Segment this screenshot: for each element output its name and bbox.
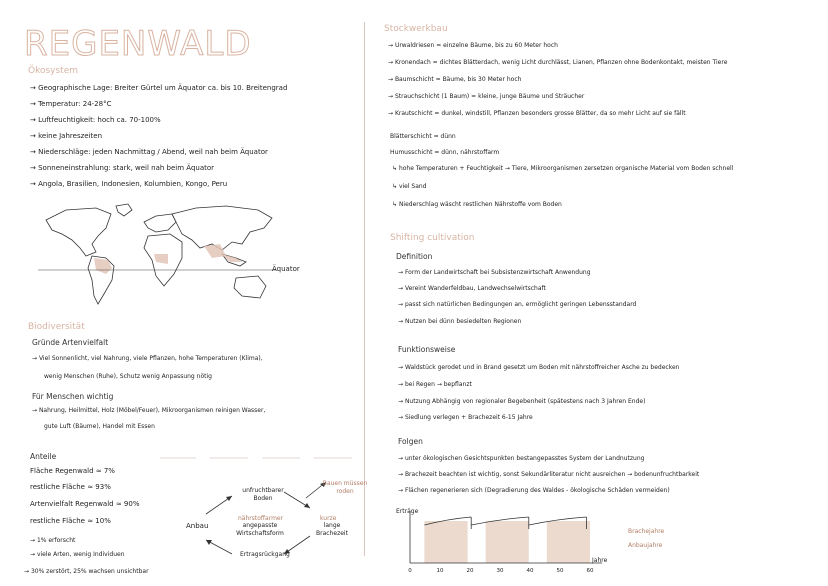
list-item: → keine Jahreszeiten (30, 132, 102, 140)
funktion-item: → Siedlung verlegen + Brachezeit 6-15 Jahre (398, 414, 533, 421)
funktion-item: → Nutzung Abhängig von regionaler Begebenheit (spätestens nach 3 Jahren Ende) (398, 398, 646, 405)
definition-title: Definition (396, 252, 433, 261)
cycle-top: unfruchtbarer Boden (242, 487, 284, 502)
aequator-label: Äquator (272, 265, 300, 273)
stockwerk-item: → Strauchschicht (1 Baum) = kleine, junge Bäume und Sträucher (388, 93, 585, 100)
cycle-left: Anbau (186, 522, 209, 530)
page-title: REGENWALD (24, 24, 252, 64)
oekosystem-heading: Ökosystem (28, 66, 79, 76)
folgen-item: → Brachezeit beachten ist wichtig, sonst Sekundärliteratur nicht ausreichen → bodenunfruchtbarkeit (398, 471, 700, 478)
definition-item: → passt sich natürlichen Bedingungen an, ermöglicht geringen Lebensstandard (398, 301, 637, 308)
funktion-item: → Waldstück gerodet und in Brand gesetzt um Boden mit nährstoffreicher Asche zu bedecken (398, 364, 680, 371)
chart-ylabel: Erträge (396, 508, 419, 515)
x-tick-label: 40 (526, 568, 534, 574)
stockwerk-item: → Urwaldriesen = einzelne Bäume, bis zu 60 Meter hoch (388, 42, 558, 49)
decorative-dashes (160, 455, 360, 461)
biodiversitaet-heading: Biodiversität (28, 322, 85, 332)
folgen-title: Folgen (398, 437, 423, 446)
humus-item: ↳ Niederschlag wäscht restlichen Nährstoffe vom Boden (392, 201, 562, 208)
cycle-right-red: kurze (320, 515, 337, 522)
list-item: → Angola, Brasilien, Indonesien, Kolumbien, Kongo, Peru (30, 180, 228, 188)
list-item: → Niederschläge: jeden Nachmittag / Abend, weil nah beim Äquator (30, 148, 268, 156)
list-item: → Temperatur: 24-28°C (30, 100, 112, 108)
anteile-line: restliche Fläche ≈ 93% (30, 483, 111, 491)
x-tick-label: 60 (586, 568, 594, 574)
legend-anbaujahre: Anbaujahre (628, 542, 663, 549)
funktion-item: → bei Regen → bepflanzt (398, 381, 472, 388)
brache-area (424, 521, 467, 563)
list-item: → Luftfeuchtigkeit: hoch ca. 70-100% (30, 116, 161, 124)
humusschicht: Humusschicht = dünn, nährstoffarm (390, 149, 500, 156)
menschen-line-1: → Nahrung, Heilmittel, Holz (Möbel/Feuer), Mikroorganismen reinigen Wasser, (32, 407, 266, 414)
definition-item: → Nutzen bei dünn besiedelten Regionen (398, 318, 522, 325)
stockwerk-item: → Kronendach = dichtes Blätterdach, wenig Licht durchlässt, Lianen, Pflanzen ohne Bodenkontakt, meisten Tiere (388, 59, 728, 66)
folgen-item: → Flächen regenerieren sich (Degradierung des Waldes - ökologische Schäden vermeiden) (398, 487, 670, 494)
list-item: → Sonneneinstrahlung: stark, weil nah beim Äquator (30, 164, 215, 172)
x-tick-label: 50 (556, 568, 564, 574)
ertrag-chart (380, 505, 630, 585)
x-tick-label: 0 (408, 568, 412, 574)
blaetterschicht: Blätterschicht = dünn (390, 133, 456, 140)
humus-item: ↳ viel Sand (392, 183, 427, 190)
funktion-title: Funktionsweise (398, 345, 456, 354)
x-tick-label: 10 (436, 568, 444, 574)
brache-area (486, 521, 529, 563)
stockwerk-item: → Krautschicht = dunkel, windstill, Pflanzen besonders grosse Blätter, da so mehr Licht auf sie fällt (388, 110, 686, 117)
list-item: → Geographische Lage: Breiter Gürtel um Äquator ca. bis 10. Breitengrad (30, 84, 288, 92)
gruende-line-1: → Viel Sonnenlicht, viel Nahrung, viele Pflanzen, hohe Temperaturen (Klima), (32, 355, 263, 362)
anteile-bullet: → viele Arten, wenig Individuen (30, 551, 125, 558)
legend-brachejahre: Brachejahre (628, 528, 665, 535)
column-divider (364, 22, 365, 556)
cycle-right: lange Brachezeit (316, 522, 348, 537)
anteile-footer: → 30% zerstört, 25% wachsen unsichtbar (24, 568, 149, 575)
cycle-mid: angepasste Wirtschaftsform (236, 522, 284, 537)
anteile-heading: Anteile (30, 452, 57, 461)
anteile-line: Artenvielfalt Regenwald ≈ 90% (30, 500, 140, 508)
cycle-bottom: Ertragsrückgang (240, 551, 290, 558)
x-tick-label: 20 (466, 568, 474, 574)
stockwerk-item: → Baumschicht = Bäume, bis 30 Meter hoch (388, 76, 522, 83)
folgen-item: → unter ökologischen Gesichtspunkten bestangepasstes System der Landnutzung (398, 455, 645, 462)
anteile-bullet: → 1% erforscht (30, 537, 76, 544)
humus-item: ↳ hohe Temperaturen + Feuchtigkeit → Tiere, Mikroorganismen zersetzen organische Material vom Boden schnell (392, 165, 734, 172)
x-tick-label: 30 (496, 568, 504, 574)
anteile-line: Fläche Regenwald ≈ 7% (30, 467, 115, 475)
world-map (36, 200, 286, 320)
gruende-line-2: wenig Menschen (Ruhe), Schutz wenig Anpassung nötig (44, 373, 212, 380)
definition-item: → Form der Landwirtschaft bei Subsistenzwirtschaft Anwendung (398, 269, 591, 276)
definition-item: → Vereint Wanderfeldbau, Landwechselwirtschaft (398, 285, 546, 292)
cycle-mid-red: nährstoffarmer (238, 515, 284, 522)
anteile-line: restliche Fläche ≈ 10% (30, 517, 111, 525)
menschen-title: Für Menschen wichtig (32, 392, 114, 401)
stockwerkbau-heading: Stockwerkbau (384, 24, 448, 34)
chart-xlabel: Jahre (592, 557, 608, 564)
menschen-line-2: gute Luft (Bäume), Handel mit Essen (44, 423, 155, 430)
cycle-top-red: Bauen müssen roden (322, 480, 368, 495)
shifting-heading: Shifting cultivation (390, 233, 475, 243)
brache-area (547, 521, 590, 563)
gruende-title: Gründe Artenvielfalt (32, 338, 109, 347)
